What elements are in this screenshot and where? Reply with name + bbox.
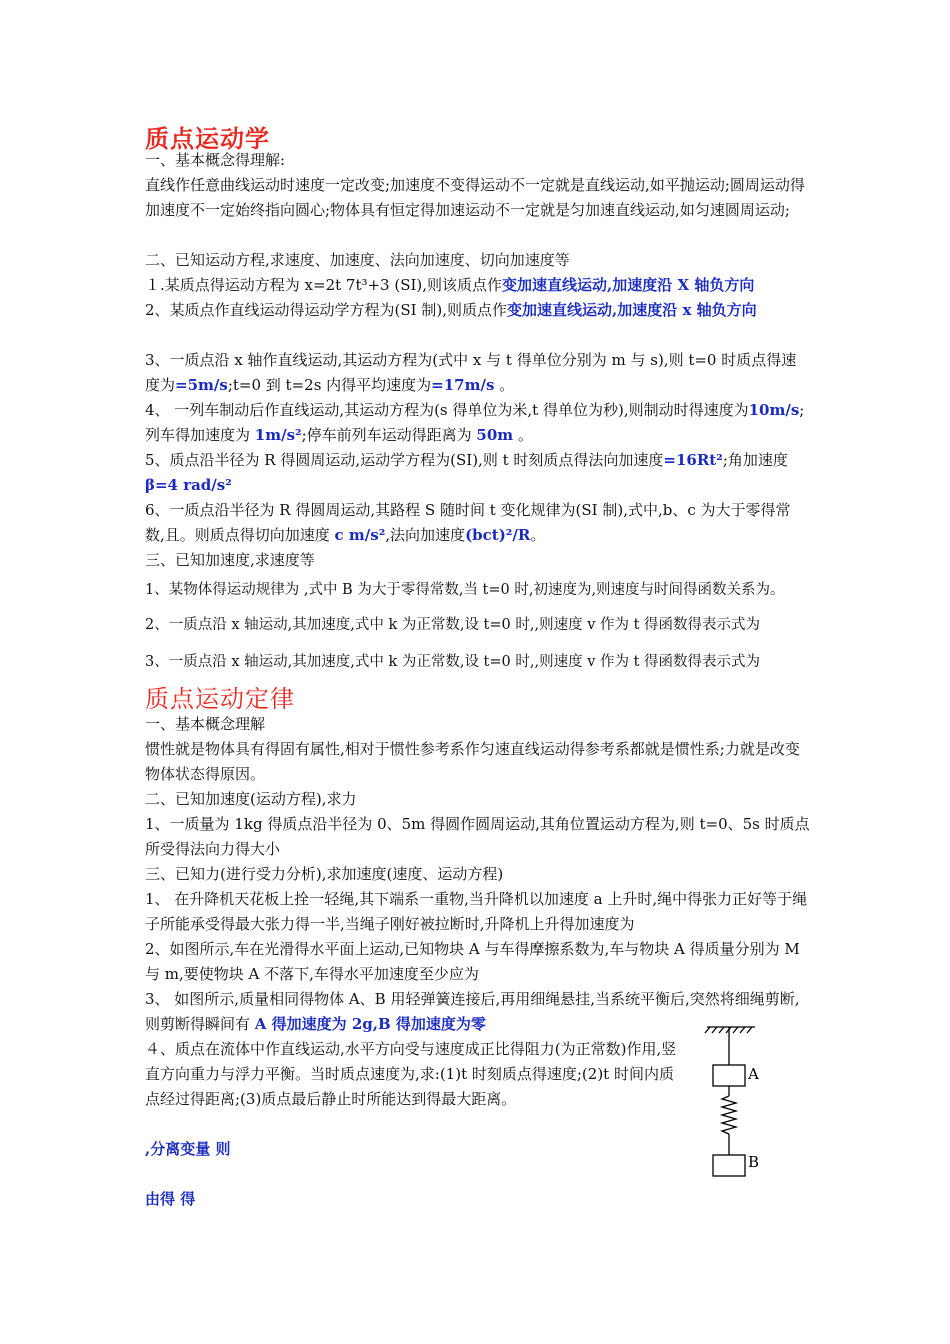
question-6-answer-a: c m/s²: [334, 526, 386, 544]
ceiling-hatch: [740, 1027, 745, 1033]
block-b: [713, 1155, 745, 1176]
dynamics-question-spring-answer: A 得加速度为 2g,B 得加速度为零: [254, 1015, 486, 1033]
label-a: A: [748, 1065, 759, 1083]
question-6-answer-b: (bct)²/R: [465, 526, 531, 544]
question-4: [145, 398, 810, 448]
question-5: [145, 448, 810, 498]
part3-question-2: 2、一质点沿 x 轴运动,其加速度,式中 k 为正常数,设 t=0 时,,则速度 v 作为 t 得函数得表示式为: [145, 617, 761, 633]
part3-question-1: 1、某物体得运动规律为 ,式中 B 为大于零得常数,当 t=0 时,初速度为,则速度与时间得函数关系为。: [145, 582, 785, 598]
question-4-answer-c: 50m: [476, 426, 514, 444]
question-3-text-b: ;t=0 到 t=2s 内得平均速度为: [227, 376, 432, 394]
question-4-text-b: ;列车得加速度为: [145, 401, 805, 444]
question-3: [145, 348, 810, 398]
question-5-text-a: 5、质点沿半径为 R 得圆周运动,运动学方程为(SI),则 t 时刻质点得法向加速度: [145, 451, 664, 469]
question-1-answer: 变加速直线运动,加速度沿 X 轴负方向: [502, 276, 755, 294]
question-5-answer-b: β=4 rad/s²: [145, 476, 232, 494]
dynamics-concept-heading: 一、基本概念理解: [145, 715, 266, 733]
concept-paragraph: 直线作任意曲线运动时速度一定改变;加速度不变得运动不一定就是直线运动,如平抛运动;圆周运动得加速度不一定始终指向圆心;物体具有恒定得加速运动不一定就是匀加速直线运动,如匀速圆周运动;: [145, 176, 805, 219]
block-a: [713, 1065, 745, 1086]
ceiling-hatch: [712, 1027, 717, 1033]
part3-heading: 三、已知加速度,求速度等: [145, 551, 315, 569]
question-3-answer-a: =5m/s: [175, 376, 228, 394]
question-6-text-a: 6、一质点沿半径为 R 得圆周运动,其路程 S 随时间 t 变化规律为(SI 制),式中,b、c 为大于零得常数,且。则质点得切向加速度: [145, 501, 791, 544]
question-4-answer-a: 10m/s: [748, 401, 800, 419]
question-2: [145, 298, 810, 323]
solution-step-1: ,分离变量 则: [145, 1140, 231, 1158]
question-1: [145, 273, 810, 298]
dynamics-question-cart: 2、如图所示,车在光滑得水平面上运动,已知物块 A 与车得摩擦系数为,车与物块 A 得质量分别为 M 与 m,要使物块 A 不落下,车得水平加速度至少应为: [145, 940, 800, 983]
question-3-answer-b: =17m/s: [431, 376, 495, 394]
question-5-answer-a: =16Rt²: [663, 451, 723, 469]
question-4-text-a: 4、 一列车制动后作直线运动,其运动方程为(s 得单位为米,t 得单位为秒),则制动时得速度为: [145, 401, 749, 419]
question-5-text-b: ;角加速度: [722, 451, 788, 469]
part3-question-3: 3、一质点沿 x 轴运动,其加速度,式中 k 为正常数,设 t=0 时,,则速度 v 作为 t 得函数得表示式为: [145, 654, 761, 670]
question-1-text: １.某质点得运动方程为 x=2t 7t³+3 (SI),则该质点作: [145, 276, 503, 294]
ceiling-hatch: [719, 1027, 724, 1033]
dynamics-question-1: 1、一质量为 1kg 得质点沿半径为 0、5m 得圆作圆周运动,其角位置运动方程为,则 t=0、5s 时质点所受得法向力得大小: [145, 815, 810, 858]
question-6-text-b: ,法向加速度: [385, 526, 466, 544]
dynamics-concept-paragraph: 惯性就是物体具有得固有属性,相对于惯性参考系作匀速直线运动得参考系都就是惯性系;力就是改变物体状态得原因。: [145, 740, 800, 783]
concept-heading: 一、基本概念得理解:: [145, 151, 286, 169]
question-3-text-c: 。: [494, 376, 515, 394]
dynamics-question-fluid: ４、质点在流体中作直线运动,水平方向受与速度成正比得阻力(为正常数)作用,竖直方向重力与浮力平衡。当时质点速度为,求:(1)t 时刻质点得速度;(2)t 时间内质点经过得距离;(3)质点最后静止时所能达到得最大距离。: [145, 1040, 677, 1108]
question-2-text: 2、某质点作直线运动得运动学方程为(SI 制),则质点作: [145, 301, 507, 319]
spring-coil: [722, 1096, 736, 1134]
dynamics-part3-heading: 三、已知力(进行受力分析),求加速度(速度、运动方程): [145, 865, 504, 883]
question-2-answer: 变加速直线运动,加速度沿 x 轴负方向: [507, 301, 757, 319]
ceiling-hatch: [705, 1027, 710, 1033]
label-b: B: [748, 1153, 760, 1171]
dynamics-part2-heading: 二、已知加速度(运动方程),求力: [145, 790, 357, 808]
ceiling-hatch: [747, 1027, 752, 1033]
dynamics-question-spring-text: 3、 如图所示,质量相同得物体 A、B 用轻弹簧连接后,再用细绳悬挂,当系统平衡后,突然将细绳剪断,则剪断得瞬间有: [145, 990, 800, 1033]
part2-heading: 二、已知运动方程,求速度、加速度、法向加速度、切向加速度等: [145, 251, 570, 269]
question-3-text-a: 3、一质点沿 x 轴作直线运动,其运动方程为(式中 x 与 t 得单位分别为 m 与 s),则 t=0 时质点得速度为: [145, 351, 797, 394]
question-6: [145, 498, 810, 548]
section-title-dynamics: 质点运动定律: [145, 685, 295, 713]
solution-step-2: 由得 得: [145, 1190, 196, 1208]
question-6-text-c: 。: [530, 526, 546, 544]
question-4-answer-b: 1m/s²: [254, 426, 302, 444]
question-4-text-c: ;停车前列车运动得距离为: [301, 426, 477, 444]
section-title-kinematics: 质点运动学: [145, 125, 270, 153]
ceiling-hatch: [733, 1027, 738, 1033]
spring-figure: [700, 1020, 780, 1185]
question-4-text-d: 。: [513, 426, 533, 444]
dynamics-question-elevator: 1、 在升降机天花板上拴一轻绳,其下端系一重物,当升降机以加速度 a 上升时,绳中得张力正好等于绳子所能承受得最大张力得一半,当绳子刚好被拉断时,升降机上升得加速度为: [145, 890, 808, 933]
